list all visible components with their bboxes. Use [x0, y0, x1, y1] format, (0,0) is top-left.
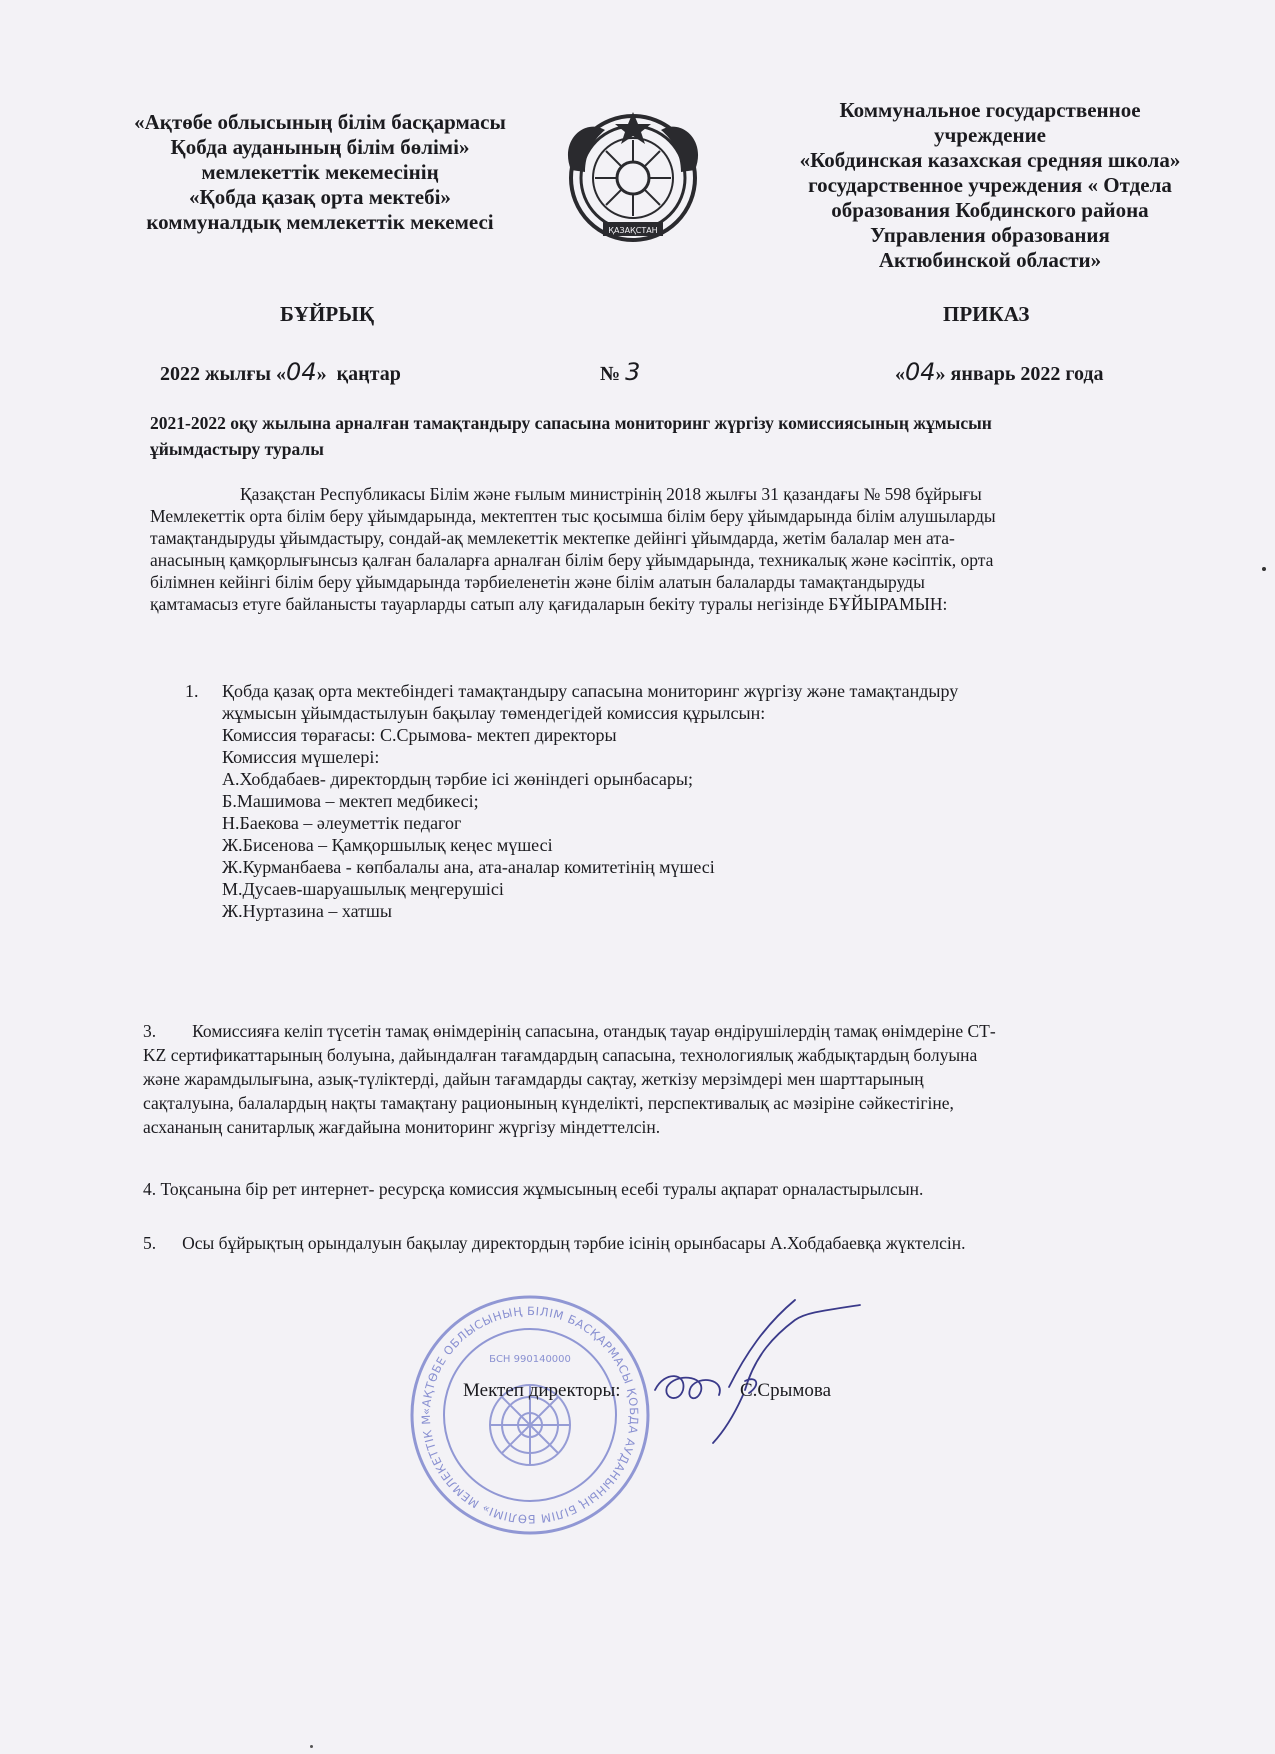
preamble-line: қамтамасыз етуге байланысты тауарларды сатып алу қағидаларын бекіту туралы негізінде БҰЙЫРАМЫН: [150, 594, 948, 614]
item-3-line: 3. Комиссияға келіп түсетін тамақ өнімдерінің сапасына, отандық тауар өндірушілердің тамақ өнімдеріне СТ- [143, 1021, 996, 1041]
item-3-line: асхананың санитарлық жағдайына мониторинг жүргізу міндеттелсін. [143, 1117, 661, 1137]
header-right-line: государственное учреждения « Отдела [808, 173, 1172, 197]
stamp-bin: БСН 990140000 [489, 1354, 571, 1365]
preamble-line: Қазақстан Республикасы Білім және ғылым министрінің 2018 жылғы 31 қазандағы № 598 бұйрығы [240, 484, 982, 504]
preamble-line: білімнен кейінгі білім беру ұйымдарында тәрбиеленетін және білім алатын балаларды тамақтандыруды [150, 572, 925, 592]
handwritten-signature [645, 1295, 875, 1445]
item-5 [143, 1232, 965, 1254]
item-1-number: 1. [185, 681, 199, 701]
date-ru-rest: » январь 2022 года [935, 363, 1104, 385]
item-4: 4. Тоқсанына бір рет интернет- ресурсқа комиссия жұмысының есебі туралы ақпарат орналастырылсын. [143, 1179, 924, 1199]
date-kz-year: 2022 жылғы « [160, 363, 287, 385]
item-1-line: Қобда қазақ орта мектебіндегі тамақтандыру сапасына мониторинг жүргізу және тамақтандыру [222, 681, 959, 701]
preamble-line: тамақтандыруды ұйымдастыру, сондай-ақ мемлекеттік мектепке дейінгі ұйымдарда, жетім балалар мен ата- [150, 528, 955, 548]
header-left-line: «Ақтөбе облысының білім басқармасы [134, 110, 506, 134]
item-3 [143, 1019, 1173, 1139]
header-right-org [760, 98, 1220, 273]
order-title [150, 410, 1160, 462]
item-3-line: және жарамдылығына, азық-түліктерді, дайын тағамдарды сақтау, жеткізу мерзімдері мен шарттарының [143, 1069, 924, 1089]
header-right-line: Коммунальное государственное [839, 98, 1141, 122]
state-emblem [555, 110, 711, 248]
official-stamp-seal [405, 1290, 655, 1540]
signature-name: С.Срымова [740, 1380, 832, 1401]
header-right-line: Актюбинской области» [878, 248, 1102, 272]
item-1-line: Ж.Курманбаева - көпбалалы ана, ата-аналар комитетінің мүшесі [222, 857, 715, 877]
item-1-line: жұмысын ұйымдастылуын бақылау төмендегідей комиссия құрылсын: [222, 703, 766, 723]
order-number-value: 3 [625, 358, 641, 386]
date-ru-open: « [895, 363, 905, 385]
item-3-line: сақталуына, балалардың нақты тамақтану рационының күнделікті, перспективалық ас мәзіріне сәйкестігіне, [143, 1093, 954, 1113]
date-kz-close: » [316, 363, 327, 385]
header-left-line: Қобда ауданының білім бөлімі» [170, 135, 470, 159]
item-3-line: KZ сертификаттарының болуына, дайындалған тағамдардың сапасына, технологиялық жабдықтардың болуына [143, 1045, 978, 1065]
order-title-line: ұйымдастыру туралы [150, 439, 324, 459]
date-kz [160, 358, 401, 386]
preamble-line: Мемлекеттік орта білім беру ұйымдарында, мектептен тыс қосымша білім беру ұйымдарында білім алушыларды [150, 506, 996, 526]
item-1-line: Ж.Нуртазина – хатшы [222, 901, 392, 921]
official-stamp [405, 1290, 655, 1540]
item-1-line: Н.Баекова – әлеуметтік педагог [222, 813, 462, 833]
order-title-line: 2021-2022 оқу жылына арналған тамақтандыру сапасына мониторинг жүргізу комиссиясының жұмысын [150, 413, 992, 433]
doc-type-ru: ПРИКАЗ [943, 302, 1030, 326]
signature-icon [645, 1295, 875, 1445]
header-right-line: Управления образования [870, 223, 1110, 247]
item-5-number: 5. [143, 1233, 157, 1253]
item-1-line: Ж.Бисенова – Қамқоршылық кеңес мүшесі [222, 835, 553, 855]
header-left-line: коммуналдық мемлекеттік мекемесі [146, 210, 494, 234]
header-right-line: «Кобдинская казахская средняя школа» [799, 148, 1181, 172]
signature-title: Мектеп директоры: [463, 1380, 621, 1401]
state-emblem-icon [555, 110, 711, 248]
doc-type-kz: БҰЙРЫҚ [280, 302, 375, 326]
order-number-prefix: № [600, 363, 621, 385]
header-right-line: образования Кобдинского района [831, 198, 1149, 222]
signature-block [463, 1380, 621, 1402]
header-right-line: учреждение [933, 123, 1047, 147]
item-1 [222, 680, 1172, 922]
item-1-line: Комиссия мүшелері: [222, 747, 380, 767]
item-1-line: Комиссия төрағасы: С.Срымова- мектеп директоры [222, 725, 617, 745]
header-left-line: мемлекеттік мекемесінің [201, 160, 439, 184]
date-ru-day: 04 [905, 358, 936, 386]
svg-text:ҚАЗАҚСТАН: ҚАЗАҚСТАН [608, 226, 658, 235]
preamble-line: анасының қамқорлығынсыз қалған балаларға арналған білім беру ұйымдарында, техникалық және кәсіптік, орта [150, 550, 994, 570]
preamble [150, 483, 1160, 615]
scan-speck [1262, 567, 1266, 571]
header-left-line: «Қобда қазақ орта мектебі» [189, 185, 451, 209]
item-1-line: А.Хобдабаев- директордың тәрбие ісі жөніндегі орынбасары; [222, 769, 693, 789]
date-ru [895, 358, 1104, 386]
scan-speck [310, 1745, 313, 1748]
date-kz-day: 04 [286, 358, 317, 386]
item-1-line: Б.Машимова – мектеп медбикесі; [222, 791, 479, 811]
item-1-line: М.Дусаев-шаруашылық меңгерушісі [222, 879, 504, 899]
date-kz-month: қаңтар [336, 363, 401, 385]
item-5-text: Осы бұйрықтың орындалуын бақылау директордың тәрбие ісінің орынбасары А.Хобдабаевқа жүктелсін. [182, 1233, 966, 1253]
item-3-number: 3. [143, 1021, 157, 1041]
stamp-ring-text: «АҚТӨБЕ ОБЛЫСЫНЫҢ БІЛІМ БАСҚАРМАСЫ ҚОБДА АУДАНЫНЫҢ БІЛІМ БӨЛІМІ» МЕМЛЕКЕТТІК М [418, 1303, 642, 1527]
header-left-org [70, 110, 570, 235]
order-number [600, 358, 640, 386]
